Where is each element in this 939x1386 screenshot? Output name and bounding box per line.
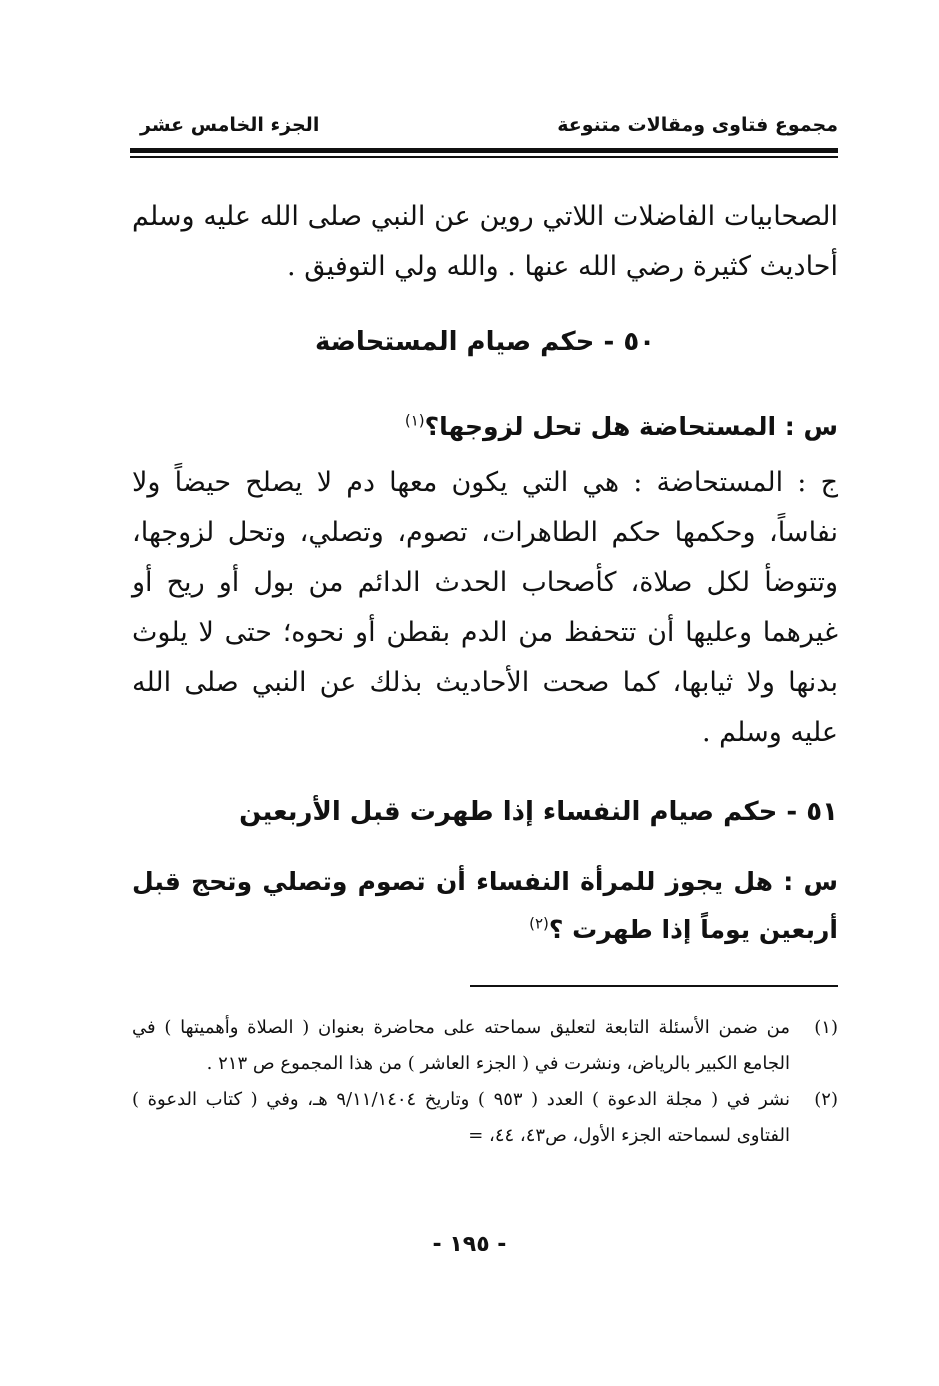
footnote-number: (١)	[814, 1017, 838, 1038]
footnotes	[132, 1010, 838, 1154]
intro-paragraph: الصحابيات الفاضلات اللاتي روين عن النبي صلى الله عليه وسلم أحاديث كثيرة رضي الله عنها . والله ولي التوفيق .	[132, 201, 838, 282]
question-text: س : المستحاضة هل تحل لزوجها؟	[424, 412, 838, 441]
footnote-ref-2[interactable]: (٢)	[529, 914, 549, 933]
running-header	[132, 108, 838, 144]
header-rule	[130, 148, 838, 153]
footnote-separator	[470, 985, 838, 987]
section-51-title: ٥١ - حكم صيام النفساء إذا طهرت قبل الأربعين	[239, 797, 838, 827]
page-number: - ١٩٥ -	[432, 1232, 507, 1257]
volume-label: الجزء الخامس عشر	[140, 114, 320, 136]
section-50-title: ٥٠ - حكم صيام المستحاضة	[314, 327, 656, 357]
section-50-question	[132, 402, 838, 452]
footnote-text: نشر في ( مجلة الدعوة ) العدد ( ٩٥٣ ) وتاريخ ٩/١١/١٤٠٤ هـ، وفي ( كتاب الدعوة ) الفتاوى لسماحته الجزء الأول، ص٤٣، ٤٤، =	[132, 1089, 790, 1146]
footnote-text: من ضمن الأسئلة التابعة لتعليق سماحته على محاضرة بعنوان ( الصلاة وأهميتها ) في الجامع الكبير بالرياض، ونشرت في ( الجزء العاشر ) من هذا المجموع ص ٢١٣ .	[132, 1017, 791, 1074]
book-title: مجموع فتاوى ومقالات متنوعة	[557, 114, 838, 136]
footnote-ref-1[interactable]: (١)	[404, 411, 425, 430]
footnote-2	[132, 1082, 838, 1154]
footnote-number: (٢)	[814, 1089, 838, 1110]
question-text: س : هل يجوز للمرأة النفساء أن تصوم وتصلي وتحج قبل أربعين يوماً إذا طهرت ؟	[132, 867, 838, 944]
footnote-1	[132, 1010, 838, 1082]
section-50-answer: ج : المستحاضة : هي التي يكون معها دم لا يصلح حيضاً ولا نفاساً، وحكمها حكم الطاهرات، تصوم، وتصلي، وتحل لزوجها، وتتوضأ لكل صلاة، كأصحاب الحدث الدائم من بول أو ريح أو غيرهما وعليها أن تتحفظ من الدم بقطن أو نحوه؛ حتى لا يلوث بدنها ولا ثيابها، كما صحت الأحاديث بذلك عن النبي صلى الله عليه وسلم .	[132, 467, 838, 748]
section-51-question	[132, 858, 838, 954]
header-rule-thin	[130, 156, 838, 158]
